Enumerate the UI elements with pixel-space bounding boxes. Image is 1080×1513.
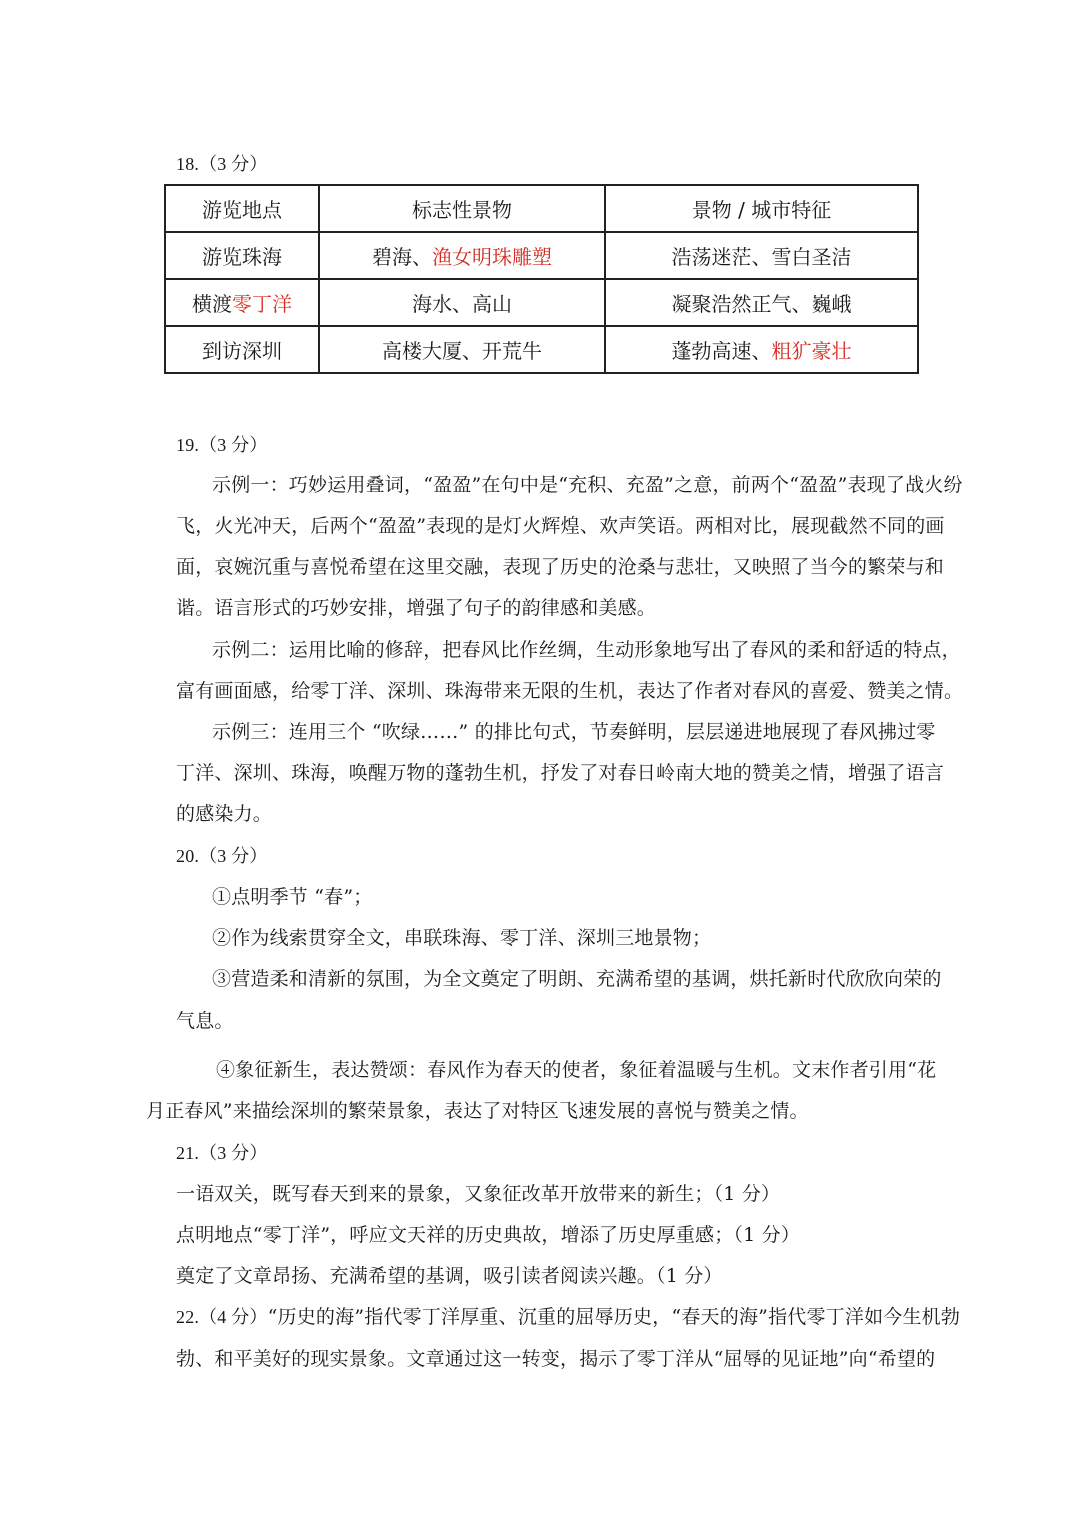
paragraph-line: 的感染力。 <box>176 803 273 825</box>
q20-heading: 20.（3 分） <box>176 846 268 866</box>
cell-text: 蓬勃高速、 <box>671 339 772 363</box>
paragraph-line: ③营造柔和清新的氛围，为全文奠定了明朗、充满希望的基调，烘托新时代欣欣向荣的 <box>212 968 942 990</box>
cell-text: 高楼大厦、开荒牛 <box>382 339 542 363</box>
paragraph-line: 点明地点“零丁洋”，呼应文天祥的历史典故，增添了历史厚重感；（1 分） <box>176 1224 801 1246</box>
cell-landmark <box>319 326 605 373</box>
cell-text-red: 渔女明珠雕塑 <box>432 245 552 269</box>
paragraph-line: 一语双关，既写春天到来的景象，又象征改革开放带来的新生；（1 分） <box>176 1183 781 1205</box>
q22-heading: 22.（4 分） <box>176 1307 268 1327</box>
cell-text: 凝聚浩然正气、巍峨 <box>671 292 852 316</box>
table-header-row <box>165 185 918 232</box>
cell-text: 海水、高山 <box>412 292 512 316</box>
cell-text: 碧海、 <box>372 245 432 269</box>
paragraph-line: 气息。 <box>176 1010 234 1032</box>
cell-feature <box>605 326 918 373</box>
cell-text-red: 粗犷豪壮 <box>771 339 852 363</box>
paragraph-line: ④象征新生，表达赞颂：春风作为春天的使者，象征着温暖与生机。文末作者引用“花 <box>216 1059 937 1081</box>
q19-heading: 19.（3 分） <box>176 435 268 455</box>
paragraph-line: 飞，火光冲天，后两个“盈盈”表现的是灯火辉煌、欢声笑语。两相对比，展现截然不同的画 <box>176 515 945 537</box>
q18-answer-table <box>164 184 919 374</box>
cell-place <box>165 279 319 326</box>
q22-first-line <box>176 1304 960 1330</box>
paragraph-line: ①点明季节 “春”； <box>212 886 373 908</box>
paragraph-line: 丁洋、深圳、珠海，唤醒万物的蓬勃生机，抒发了对春日岭南大地的赞美之情，增强了语言 <box>176 762 945 784</box>
table-row <box>165 326 918 373</box>
cell-place: 游览珠海 <box>165 232 319 279</box>
paragraph-line: ②作为线索贯穿全文，串联珠海、零丁洋、深圳三地景物； <box>212 927 712 949</box>
header-landmark: 标志性景物 <box>319 185 605 232</box>
paragraph-line: 月正春风”来描绘深圳的繁荣景象，表达了对特区飞速发展的喜悦与赞美之情。 <box>146 1100 809 1122</box>
paragraph-line: 谐。语言形式的巧妙安排，增强了句子的韵律感和美感。 <box>176 597 657 619</box>
cell-place: 到访深圳 <box>165 326 319 373</box>
paragraph-line: 富有画面感，给零丁洋、深圳、珠海带来无限的生机，表达了作者对春风的喜爱、赞美之情。 <box>176 680 964 702</box>
paragraph-line: 面，哀婉沉重与喜悦希望在这里交融，表现了历史的沧桑与悲壮，又映照了当今的繁荣与和 <box>176 556 945 578</box>
header-feature: 景物 / 城市特征 <box>605 185 918 232</box>
header-place: 游览地点 <box>165 185 319 232</box>
q18-heading: 18.（3 分） <box>176 154 268 174</box>
paragraph-line: 示例二：运用比喻的修辞，把春风比作丝绸，生动形象地写出了春风的柔和舒适的特点， <box>212 639 961 661</box>
cell-text: 浩荡迷茫、雪白圣洁 <box>671 245 852 269</box>
cell-text: 横渡 <box>192 292 232 316</box>
cell-feature <box>605 232 918 279</box>
table-row <box>165 279 918 326</box>
q21-heading: 21.（3 分） <box>176 1143 268 1163</box>
paragraph-line: 勃、和平美好的现实景象。文章通过这一转变，揭示了零丁洋从“屈辱的见证地”向“希望的 <box>176 1348 936 1370</box>
cell-landmark <box>319 232 605 279</box>
table-row <box>165 232 918 279</box>
cell-text-red: 零丁洋 <box>232 292 292 316</box>
cell-feature <box>605 279 918 326</box>
cell-landmark <box>319 279 605 326</box>
paragraph-line: 示例三：连用三个 “吹绿……” 的排比句式，节奏鲜明，层层递进地展现了春风拂过零 <box>212 721 936 743</box>
paragraph-line: 示例一：巧妙运用叠词，“盈盈”在句中是“充积、充盈”之意，前两个“盈盈”表现了战火纷 <box>212 474 963 496</box>
paragraph-line: 奠定了文章昂扬、充满希望的基调，吸引读者阅读兴趣。（1 分） <box>176 1265 723 1287</box>
paragraph-text: “历史的海”指代零丁洋厚重、沉重的屈辱历史，“春天的海”指代零丁洋如今生机勃 <box>267 1306 961 1328</box>
